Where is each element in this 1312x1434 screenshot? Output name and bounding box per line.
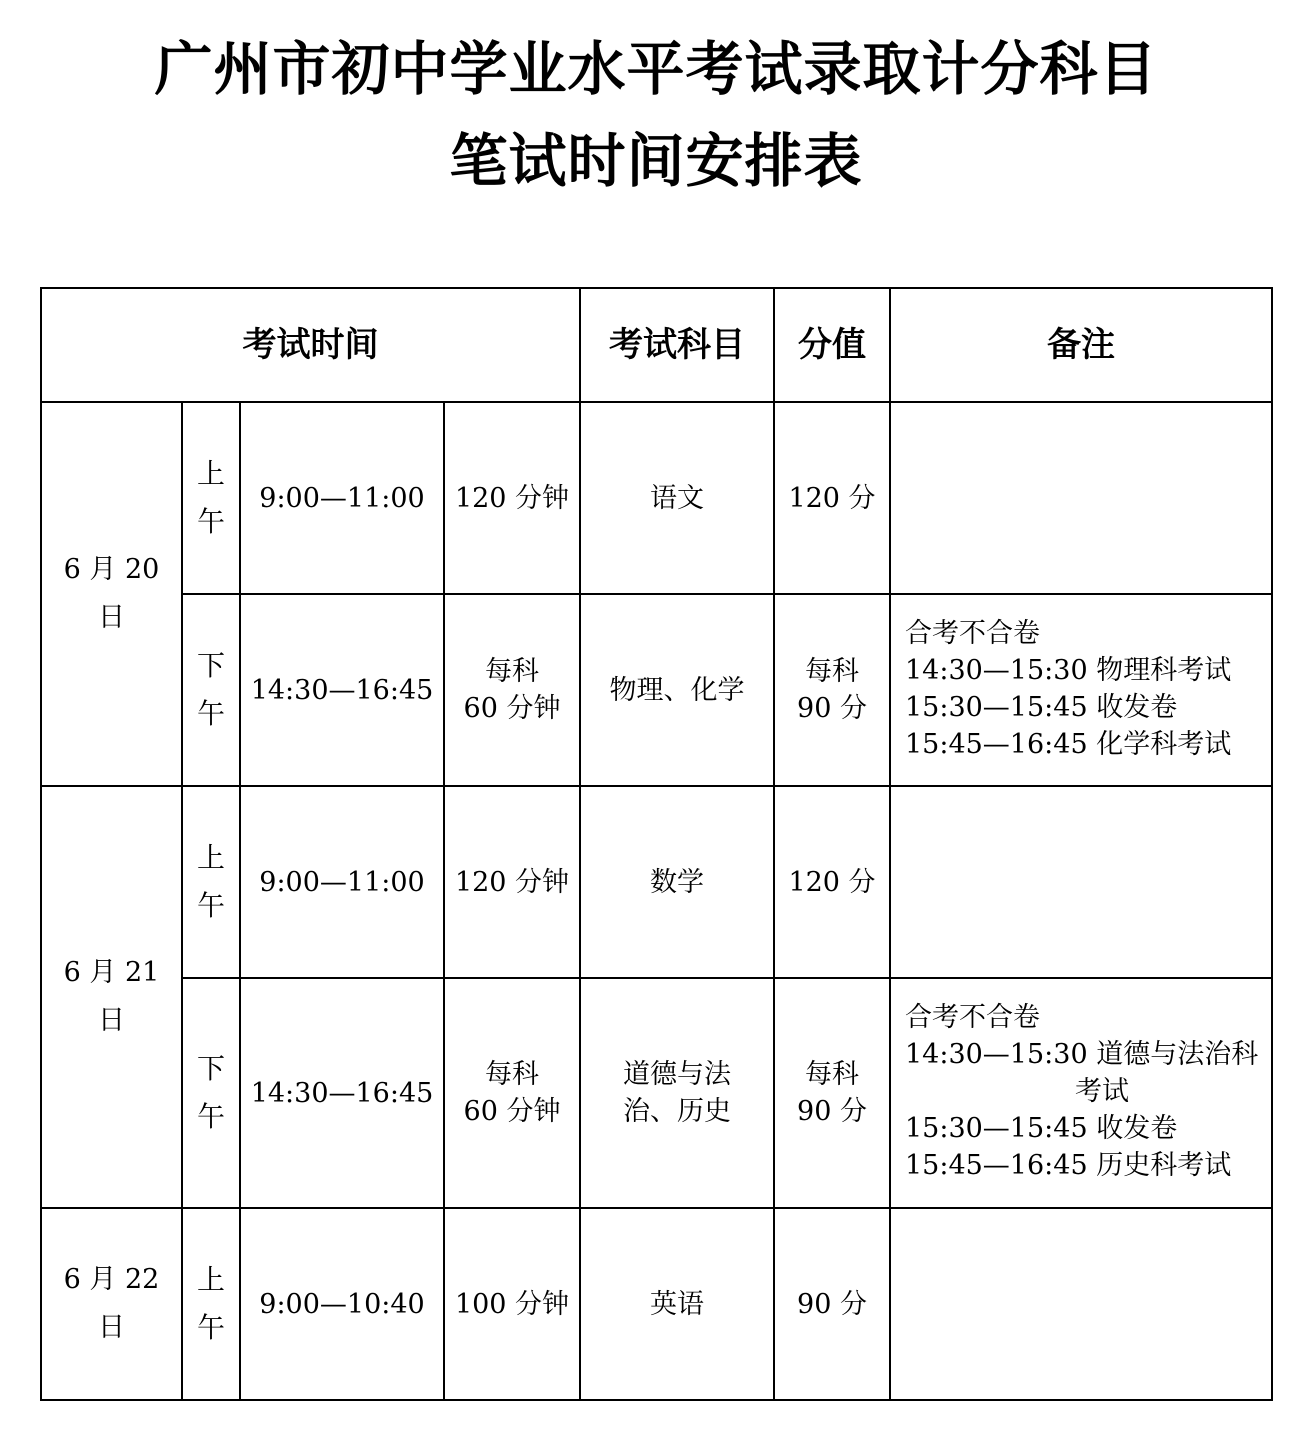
subject-cell: 物理、化学 [580,594,774,786]
date-cell: 6 月 20 日 [41,402,182,786]
score-cell: 120 分 [774,786,890,978]
period-cell: 上 午 [182,786,240,978]
note-cell: 合考不合卷 14:30—15:30 物理科考试 15:30—15:45 收发卷 15:45—16:45 化学科考试 [890,594,1272,786]
score-cell: 120 分 [774,402,890,594]
page-title-line1: 广州市初中学业水平考试录取计分科目 [154,35,1158,103]
score-cell: 90 分 [774,1208,890,1400]
table-row [41,978,1272,1208]
duration-cell: 120 分钟 [444,786,580,978]
subject-cell: 数学 [580,786,774,978]
subject-cell: 语文 [580,402,774,594]
score-cell: 每科 90 分 [774,594,890,786]
note-cell [890,786,1272,978]
period-cell: 上 午 [182,1208,240,1400]
time-cell: 9:00—10:40 [240,1208,444,1400]
score-cell: 每科 90 分 [774,978,890,1208]
table-row [41,594,1272,786]
exam-schedule-table [40,287,1273,1401]
header-row [41,288,1272,402]
period-cell: 上 午 [182,402,240,594]
time-cell: 9:00—11:00 [240,786,444,978]
header-score: 分值 [774,288,890,402]
table-row [41,1208,1272,1400]
period-cell: 下 午 [182,594,240,786]
header-subject: 考试科目 [580,288,774,402]
period-cell: 下 午 [182,978,240,1208]
time-cell: 9:00—11:00 [240,402,444,594]
note-cell [890,402,1272,594]
date-cell: 6 月 21 日 [41,786,182,1208]
date-cell: 6 月 22 日 [41,1208,182,1400]
time-cell: 14:30—16:45 [240,594,444,786]
duration-cell: 120 分钟 [444,402,580,594]
time-cell: 14:30—16:45 [240,978,444,1208]
duration-cell: 100 分钟 [444,1208,580,1400]
subject-cell: 英语 [580,1208,774,1400]
page-title-line2: 笔试时间安排表 [449,127,863,195]
table-row [41,402,1272,594]
header-note: 备注 [890,288,1272,402]
note-cell [890,1208,1272,1400]
duration-cell: 每科 60 分钟 [444,978,580,1208]
table-row [41,786,1272,978]
header-exam-time: 考试时间 [41,288,580,402]
subject-cell: 道德与法 治、历史 [580,978,774,1208]
duration-cell: 每科 60 分钟 [444,594,580,786]
note-cell: 合考不合卷 14:30—15:30 道德与法治科 考试 15:30—15:45 收发卷 15:45—16:45 历史科考试 [890,978,1272,1208]
